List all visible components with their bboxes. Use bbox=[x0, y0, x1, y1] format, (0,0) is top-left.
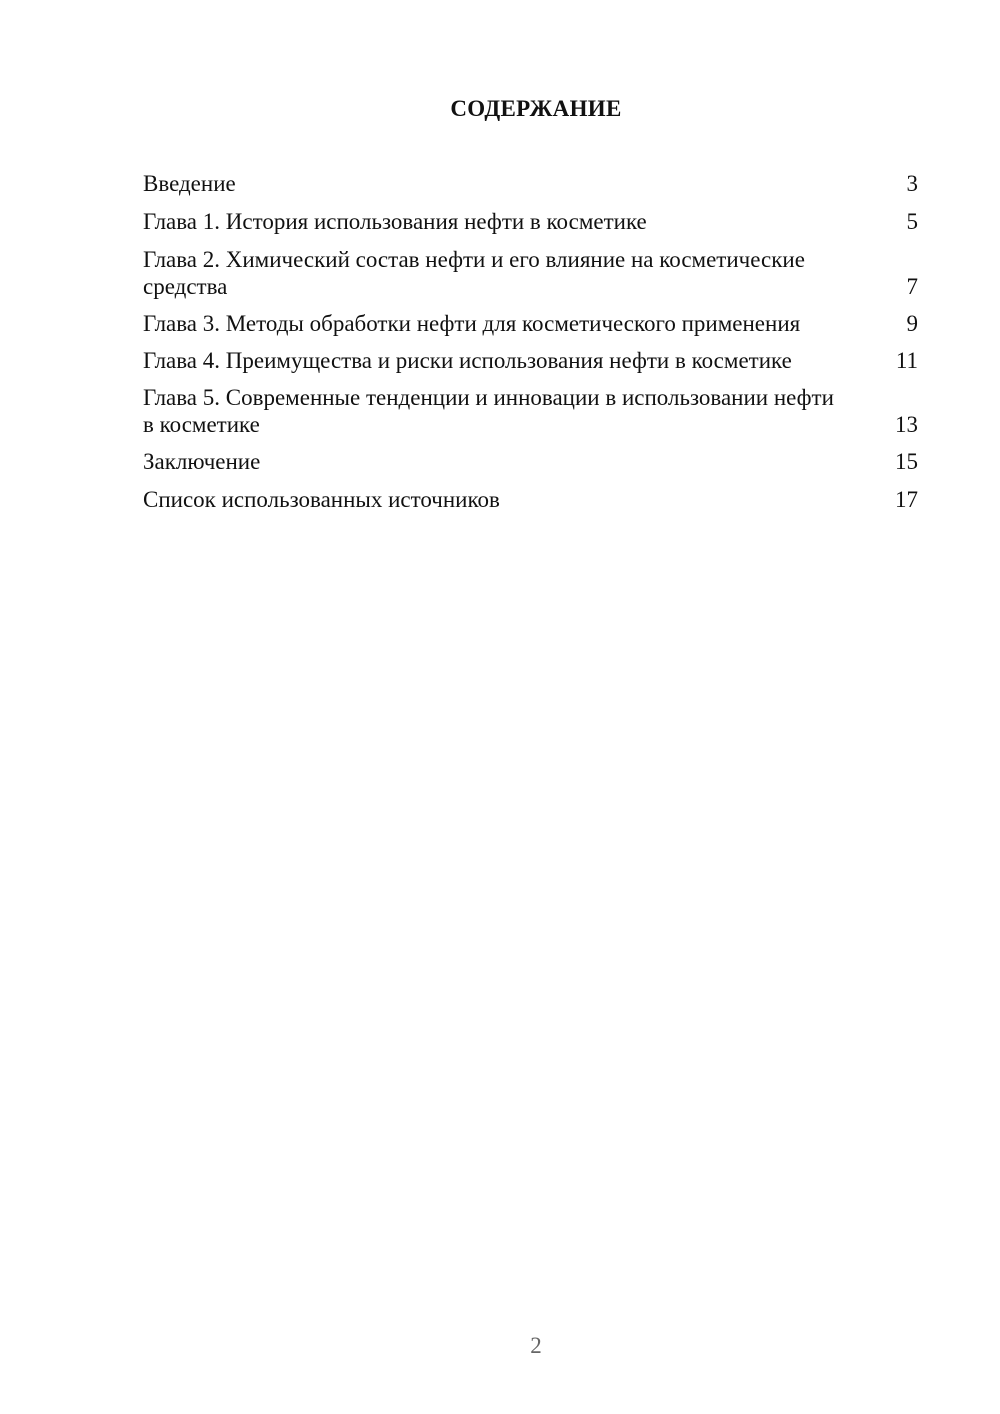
toc-item-page: 5 bbox=[906, 209, 918, 234]
toc-item-title: Глава 4. Преимущества и риски использования нефти в косметике bbox=[143, 348, 792, 373]
page-number: 2 bbox=[530, 1333, 542, 1358]
toc-item-introduction bbox=[143, 170, 918, 197]
toc-item-page: 17 bbox=[895, 487, 918, 512]
toc-item-chapter-3 bbox=[143, 310, 918, 337]
toc-item-chapter-1 bbox=[143, 208, 918, 235]
toc-item-title: Глава 3. Методы обработки нефти для косметического применения bbox=[143, 311, 801, 336]
toc-item-page: 11 bbox=[895, 348, 918, 373]
toc-item-chapter-2 bbox=[143, 246, 918, 300]
toc-item-page: 9 bbox=[906, 311, 918, 336]
toc-item-title: Заключение bbox=[143, 449, 261, 474]
toc-item-chapter-5 bbox=[143, 384, 918, 438]
toc-item-title: Глава 1. История использования нефти в косметике bbox=[143, 209, 647, 234]
toc-item-page: 7 bbox=[906, 274, 918, 299]
toc-item-references bbox=[143, 486, 918, 513]
toc-item-chapter-4 bbox=[143, 347, 918, 374]
toc-item-title: Глава 5. Современные тенденции и инновации в использовании нефти в косметике bbox=[143, 385, 834, 437]
toc-item-title: Глава 2. Химический состав нефти и его влияние на косметические средства bbox=[143, 247, 805, 299]
toc-item-title: Введение bbox=[143, 171, 236, 196]
toc-item-conclusion bbox=[143, 448, 918, 475]
toc-item-page: 3 bbox=[906, 171, 918, 196]
table-of-contents bbox=[143, 170, 918, 524]
toc-item-page: 13 bbox=[895, 412, 918, 437]
toc-item-page: 15 bbox=[895, 449, 918, 474]
page-title: СОДЕРЖАНИЕ bbox=[450, 96, 622, 121]
toc-item-title: Список использованных источников bbox=[143, 487, 500, 512]
